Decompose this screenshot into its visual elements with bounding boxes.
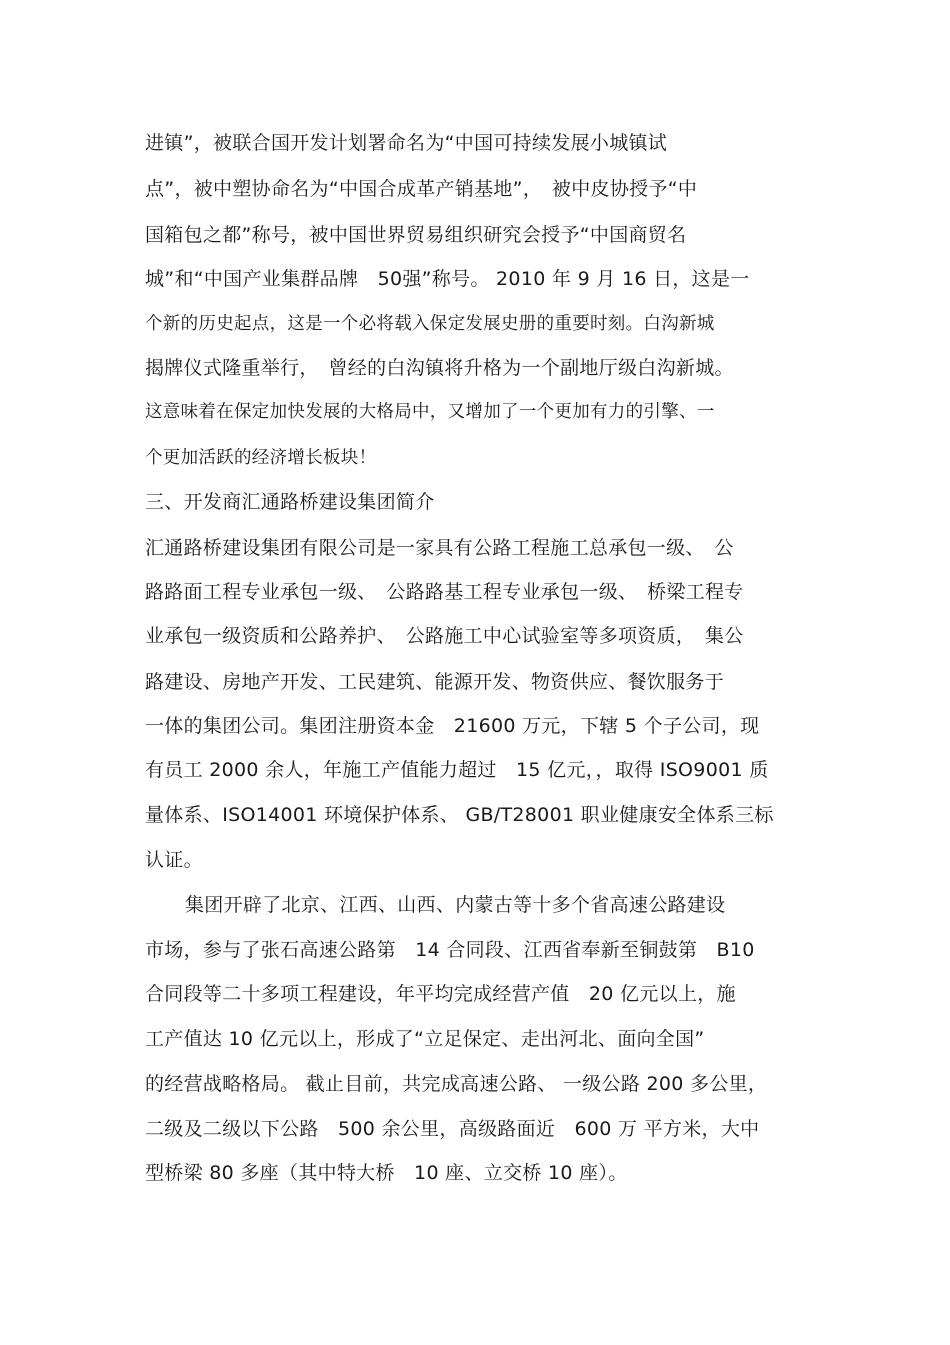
text-line-17: 认证。 (145, 849, 203, 871)
text-line-16: 量体系、ISO14001 环境保护体系、 GB/T28001 职业健康安全体系三标 (145, 804, 774, 826)
section-heading: 三、开发商汇通路桥建设集团简介 (145, 491, 435, 513)
text-line-11: 路路面工程专业承包一级、 公路路基工程专业承包一级、 桥梁工程专 (145, 581, 744, 603)
text-line-22: 的经营战略格局。 截止目前，共完成高速公路、 一级公路 200 多公里， (145, 1073, 768, 1095)
text-line-3: 国箱包之都”称号，被中国世界贸易组织研究会授予“中国商贸名 (145, 224, 687, 246)
text-line-20: 合同段等二十多项工程建设，年平均完成经营产值 20 亿元以上，施 (145, 983, 736, 1005)
text-line-1: 进镇”，被联合国开发计划署命名为“中国可持续发展小城镇试 (145, 132, 668, 154)
text-line-2: 点”，被中塑协命名为“中国合成革产销基地”， 被中皮协授予“中 (145, 178, 698, 200)
text-line-10: 汇通路桥建设集团有限公司是一家具有公路工程施工总承包一级、 公 (145, 537, 734, 559)
text-line-7: 这意味着在保定加快发展的大格局中，又增加了一个更加有力的引擎、一 (145, 402, 715, 422)
text-line-13: 路建设、房地产开发、工民建筑、能源开发、物资供应、餐饮服务于 (145, 671, 725, 693)
text-line-15: 有员工 2000 余人，年施工产值能力超过 15 亿元，，取得 ISO9001 质 (145, 759, 769, 781)
text-line-18: 集团开辟了北京、江西、山西、内蒙古等十多个省高速公路建设 (185, 894, 726, 916)
text-line-21: 工产值达 10 亿元以上，形成了“立足保定、走出河北、面向全国” (145, 1028, 705, 1050)
text-line-5: 个新的历史起点，这是一个必将载入保定发展史册的重要时刻。白沟新城 (145, 314, 715, 334)
text-line-23: 二级及二级以下公路 500 余公里，高级路面近 600 万 平方米，大中 (145, 1118, 760, 1140)
text-line-12: 业承包一级资质和公路养护、 公路施工中心试验室等多项资质， 集公 (145, 625, 744, 647)
text-line-19: 市场，参与了张石高速公路第 14 合同段、江西省奉新至铜鼓第 B10 (145, 939, 755, 961)
text-line-14: 一体的集团公司。集团注册资本金 21600 万元，下辖 5 个子公司，现 (145, 715, 760, 737)
text-line-4: 城”和“中国产业集群品牌 50强”称号。 2010 年 9 月 16 日，这是一 (145, 268, 750, 290)
text-line-24: 型桥梁 80 多座（其中特大桥 10 座、立交桥 10 座）。 (145, 1162, 628, 1184)
text-line-6: 揭牌仪式隆重举行， 曾经的白沟镇将升格为一个副地厅级白沟新城。 (145, 357, 734, 379)
text-line-8: 个更加活跃的经济增长板块！ (145, 448, 377, 468)
